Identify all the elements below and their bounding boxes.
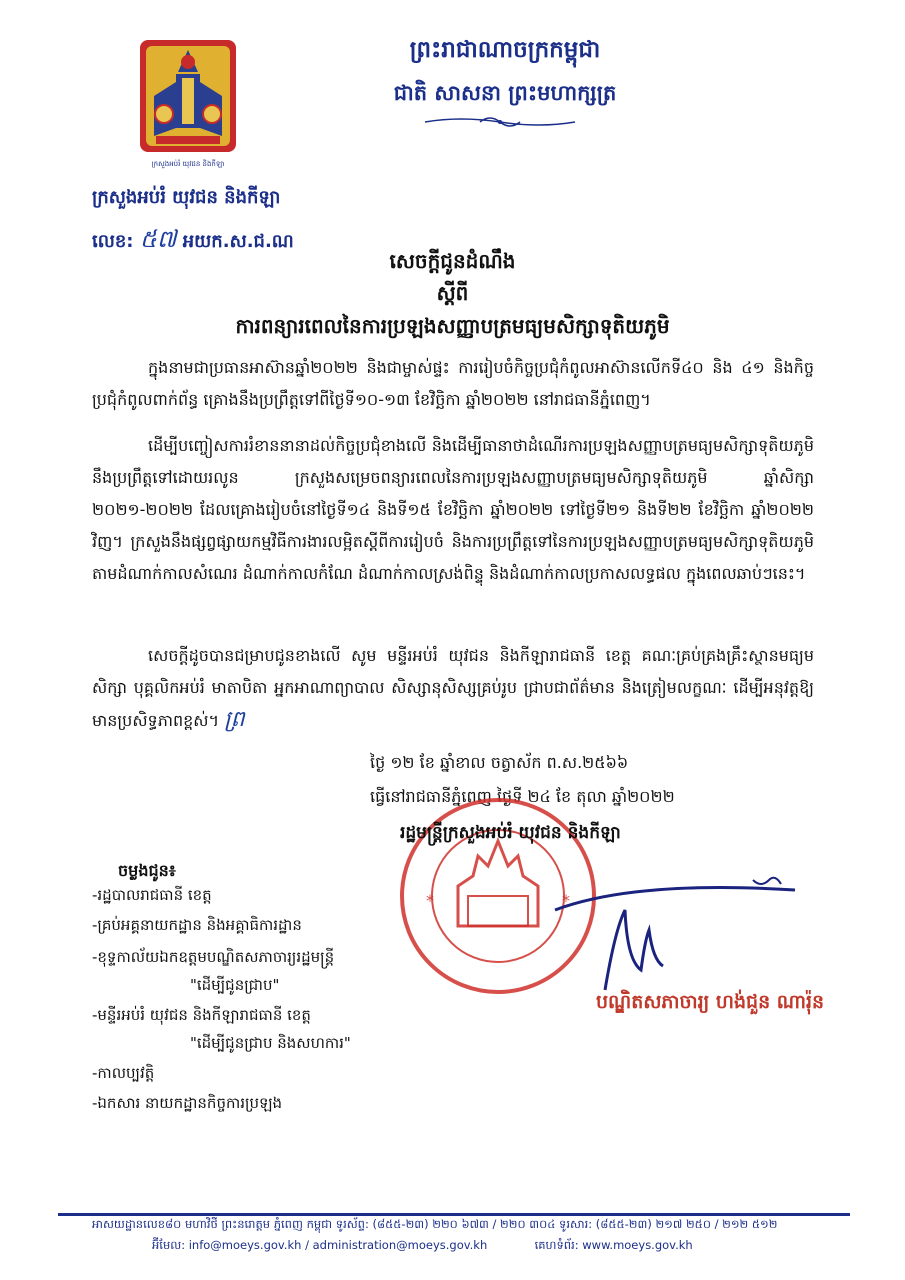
reference-suffix: អយក.ស.ជ.ណ <box>182 231 294 252</box>
body-paragraph-3-text: សេចក្តីដូចបានជម្រាបជូនខាងលើ សូម មន្ទីរអប់រំ យុវជន និងកីឡារាជធានី ខេត្ត គណៈគ្រប់គ្រងគ្រឹះស្ថានមធ្យមសិក្សា បុគ្គលិកអប់រំ មាតាបិតា អ្នកអាណាព្យាបាល សិស្សានុសិស្សគ្រប់រូប ជ្រាបជាព័ត៌មាន និងត្រៀមលក្ខណៈ ដើម្បីអនុវត្តឱ្យមានប្រសិទ្ធភាពខ្ពស់។ <box>92 646 814 730</box>
copy-recipient: -ខុទ្ទកាល័យឯកឧត្តមបណ្ឌិតសភាចារ្យរដ្ឋមន្ត្រី <box>92 948 335 966</box>
notice-subject-label: ស្តីពី <box>436 281 469 305</box>
kingdom-title: ព្រះរាជាណាចក្រកម្ពុជា <box>409 37 601 63</box>
reference-prefix: លេខ: <box>92 231 134 252</box>
svg-text:*: * <box>426 891 434 910</box>
copy-recipient: -រដ្ឋបាលរាជធានី ខេត្ត <box>92 886 212 904</box>
ornament-divider <box>420 112 580 132</box>
footer-divider <box>58 1213 850 1216</box>
copy-recipient: -គ្រប់អគ្គនាយកដ្ឋាន និងអគ្គាធិការដ្ឋាន <box>92 916 302 934</box>
copy-recipient: -ឯកសារ នាយកដ្ឋានកិច្ចការប្រឡង <box>92 1094 283 1112</box>
emblem-caption: ក្រសួងអប់រំ យុវជន និងកីឡា <box>151 160 225 168</box>
national-motto: ជាតិ សាសនា ព្រះមហាក្សត្រ <box>393 81 617 105</box>
notice-subject: ការពន្យារពេលនៃការប្រឡងសញ្ញាបត្រមធ្យមសិក្សាទុតិយភូមិ <box>235 314 670 338</box>
ministry-name: ក្រសួងអប់រំ យុវជន និងកីឡា <box>92 187 281 208</box>
reference-handwritten-number: ៥៧ <box>139 225 177 253</box>
copy-recipient: -មន្ទីរអប់រំ យុវជន និងកីឡារាជធានី ខេត្ត <box>92 1006 311 1024</box>
body-paragraph-3 <box>92 640 814 737</box>
svg-text:*: * <box>562 891 570 910</box>
footer-address: អាសយដ្ឋានលេខ៨០ មហាវិថី ព្រះនរោត្តម ភ្នំពេញ កម្ពុជា ទូរស័ព្ទ: (៨៥៥-២៣) ២២០ ៦៧៣ / ២២០ ៣០៤ ទូរសារ: (៨៥៥-២៣) ២១៧ ២៥០ / ២១២ ៥១២ <box>92 1217 778 1231</box>
solar-date: ធ្វើនៅរាជធានីភ្នំពេញ ថ្ងៃទី ២៤ ខែ តុលា ឆ្នាំ២០២២ <box>370 787 675 806</box>
notice-title: សេចក្តីជូនដំណឹង <box>389 249 516 273</box>
copies-heading: ចម្លងជូន៖ <box>118 861 176 880</box>
body-paragraph-2: ដើម្បីបញ្ចៀសការរំខាននានាដល់កិច្ចប្រជុំខាងលើ និងដើម្បីធានាថាដំណើរការប្រឡងសញ្ញាបត្រមធ្យមសិក្សាទុតិយភូមិ នឹងប្រព្រឹត្តទៅដោយរលូន ក្រសួងសម្រេចពន្យារពេលនៃការប្រឡងសញ្ញាបត្រមធ្យមសិក្សាទុតិយភូមិ ឆ្នាំសិក្សា ២០២១-២០២២ ដែលគ្រោងរៀបចំនៅថ្ងៃទី១៤ និងទី១៥ ខែវិច្ឆិកា ឆ្នាំ២០២២ ទៅថ្ងៃទី២១ និងទី២២ ខែវិច្ឆិកា ឆ្នាំ២០២២ វិញ។ ក្រសួងនឹងផ្សព្វផ្សាយកម្មវិធីការងារលម្អិតស្តីពីការរៀបចំ និងការប្រព្រឹត្តទៅនៃការប្រឡងសញ្ញាបត្រមធ្យមសិក្សាទុតិយភូមិ តាមដំណាក់កាលសំណេរ ដំណាក់កាលកំណែ ដំណាក់កាលស្រង់ពិន្ទុ និងដំណាក់កាលប្រកាសលទ្ធផល ក្នុងពេលឆាប់ៗនេះ។ <box>92 436 814 583</box>
copy-recipient: -កាលប្បវត្តិ <box>92 1064 155 1082</box>
footer-website: គេហទំព័រ: www.moeys.gov.kh <box>534 1238 693 1252</box>
footer-contact <box>152 1238 693 1255</box>
body-paragraph-1: ក្នុងនាមជាប្រធានអាស៊ានឆ្នាំ២០២២ និងជាម្ចាស់ផ្ទះ ការរៀបចំកិច្ចប្រជុំកំពូលអាស៊ានលើកទី៤០ និង ៤១ និងកិច្ចប្រជុំកំពូលពាក់ព័ន្ធ គ្រោងនឹងប្រព្រឹត្តទៅពីថ្ងៃទី១០-១៣ ខែវិច្ឆិកា ឆ្នាំ២០២២ នៅរាជធានីភ្នំពេញ។ <box>92 358 814 409</box>
footer-email: អ៊ីមែល: info@moeys.gov.kh / administration@moeys.gov.kh <box>152 1238 488 1252</box>
copy-recipient-note: "ដើម្បីជូនជ្រាប និងសហការ" <box>190 1034 351 1052</box>
signer-name: បណ្ឌិតសភាចារ្យ ហង់ជួន ណារ៉ុន <box>596 991 825 1013</box>
ministry-emblem-logo <box>136 36 240 174</box>
minister-title: រដ្ឋមន្ត្រីក្រសួងអប់រំ យុវជន និងកីឡា <box>400 823 621 843</box>
copy-recipient-note: "ដើម្បីជូនជ្រាប" <box>190 976 280 994</box>
lunar-date: ថ្ងៃ ១២ ខែ ឆ្នាំខាល ចត្វាស័ក ព.ស.២៥៦៦ <box>370 753 629 772</box>
handwritten-initials: ព្រ <box>224 707 245 732</box>
